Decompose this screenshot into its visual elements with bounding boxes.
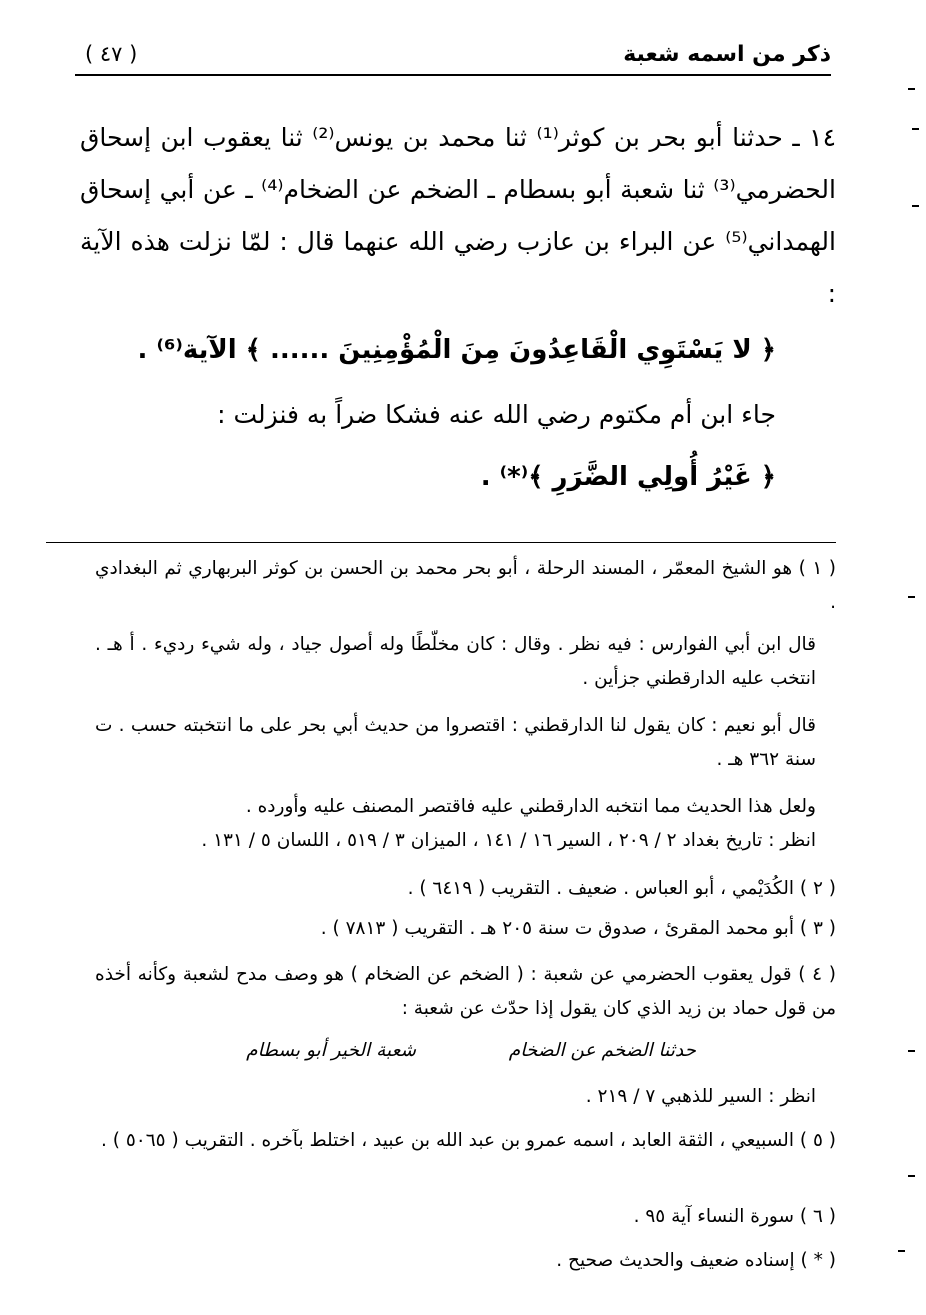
footnote-6-text: ( ٦ ) سورة النساء آية ٩٥ .	[633, 1206, 836, 1227]
scan-mark	[912, 128, 919, 130]
footnote-3-text: ( ٣ ) أبو محمد المقرئ ، صدوق ت سنة ٢٠٥ هـ . التقريب ( ٧٨١٣ ) .	[320, 918, 836, 939]
footnote-1-abunuaim-text: قال أبو نعيم : كان يقول لنا الدارقطني : اقتصروا من حديث أبي بحر على ما انتخبته حسب . ت سنة ٣٦٢ هـ .	[95, 715, 816, 770]
footnote-5	[95, 1124, 836, 1158]
page-number: ( ٤٧ )	[85, 42, 138, 66]
footnote-1	[95, 552, 836, 620]
footnote-1-abunuaim	[95, 709, 816, 777]
footnote-1-note	[95, 790, 816, 824]
footnote-4-ref-text: انظر : السير للذهبي ٧ / ٢١٩ .	[585, 1086, 816, 1107]
scan-mark	[898, 1250, 905, 1252]
poem-verse-right: حدثنا الضخم عن الضخام	[508, 1040, 696, 1061]
scan-mark	[908, 1175, 915, 1177]
footnote-5-text: ( ٥ ) السبيعي ، الثقة العابد ، اسمه عمرو بن عبد الله بن عبيد ، اختلط بآخره . التقريب ( ٥٠٦٥ ) .	[101, 1130, 836, 1151]
footnote-4	[95, 958, 836, 1026]
footnote-1-note-text: ولعل هذا الحديث مما انتخبه الدارقطني عليه فاقتصر المصنف عليه وأورده .	[245, 796, 816, 817]
footnote-6	[95, 1200, 836, 1234]
quran-verse-2: ﴿ غَيْرُ أُولِي الضَّرَرِ ﴾⁽*⁾ .	[480, 462, 776, 492]
footnote-4-text: ( ٤ ) قول يعقوب الحضرمي عن شعبة : ( الضخم عن الضخام ) هو وصف مدح لشعبة وكأنه أخذه من قول حماد بن زيد الذي كان يقول إذا حدّث عن شعبة :	[95, 964, 836, 1019]
hadith-continuation: جاء ابن أم مكتوم رضي الله عنه فشكا ضراً به فنزلت :	[217, 400, 776, 429]
footnote-rule	[46, 542, 836, 543]
hadith-text	[80, 112, 836, 320]
scan-mark	[908, 88, 915, 90]
footnote-1-quote	[95, 628, 816, 696]
header-rule	[75, 74, 831, 76]
scan-mark	[908, 1050, 915, 1052]
poem-verse-left: شعبة الخير أبو بسطام	[246, 1040, 416, 1061]
footnote-2-text: ( ٢ ) الكُدَيْمي ، أبو العباس . ضعيف . التقريب ( ٦٤١٩ ) .	[407, 878, 836, 899]
footnote-4-ref	[95, 1080, 816, 1114]
running-title: ذكر من اسمه شعبة	[623, 42, 831, 67]
footnote-2	[95, 872, 836, 906]
footnote-1-refs-text: انظر : تاريخ بغداد ٢ / ٢٠٩ ، السير ١٦ / ١٤١ ، الميزان ٣ / ٥١٩ ، اللسان ٥ / ١٣١ .	[201, 830, 816, 851]
footnote-3	[95, 912, 836, 946]
footnote-star	[95, 1244, 836, 1278]
footnote-1-quote-text: قال ابن أبي الفوارس : فيه نظر . وقال : كان مخلّطًا وله أصول جياد ، وله شيء رديء . أ هـ . انتخب عليه الدارقطني جزأين .	[95, 634, 816, 689]
quran-verse-1: ﴿ لا يَسْتَوِي الْقَاعِدُونَ مِنَ الْمُؤْمِنِينَ ...... ﴾ الآية⁽⁶⁾ .	[137, 335, 776, 365]
scan-mark	[908, 596, 915, 598]
page-header	[75, 40, 831, 74]
footnote-1-text: ( ١ ) هو الشيخ المعمّر ، المسند الرحلة ، أبو بحر محمد بن الحسن بن كوثر البربهاري ثم البغدادي .	[95, 558, 836, 613]
scan-mark	[912, 205, 919, 207]
footnote-star-text: ( * ) إسناده ضعيف والحديث صحيح .	[556, 1250, 836, 1271]
hadith-paragraph: ١٤ ـ حدثنا أبو بحر بن كوثر⁽¹⁾ ثنا محمد بن يونس⁽²⁾ ثنا يعقوب ابن إسحاق الحضرمي⁽³⁾ ثنا شعبة أبو بسطام ـ الضخم عن الضخام⁽⁴⁾ ـ عن أبي إسحاق الهمداني⁽⁵⁾ عن البراء بن عازب رضي الله عنهما قال : لمّا نزلت هذه الآية :	[80, 123, 837, 308]
footnote-1-refs	[110, 824, 816, 858]
